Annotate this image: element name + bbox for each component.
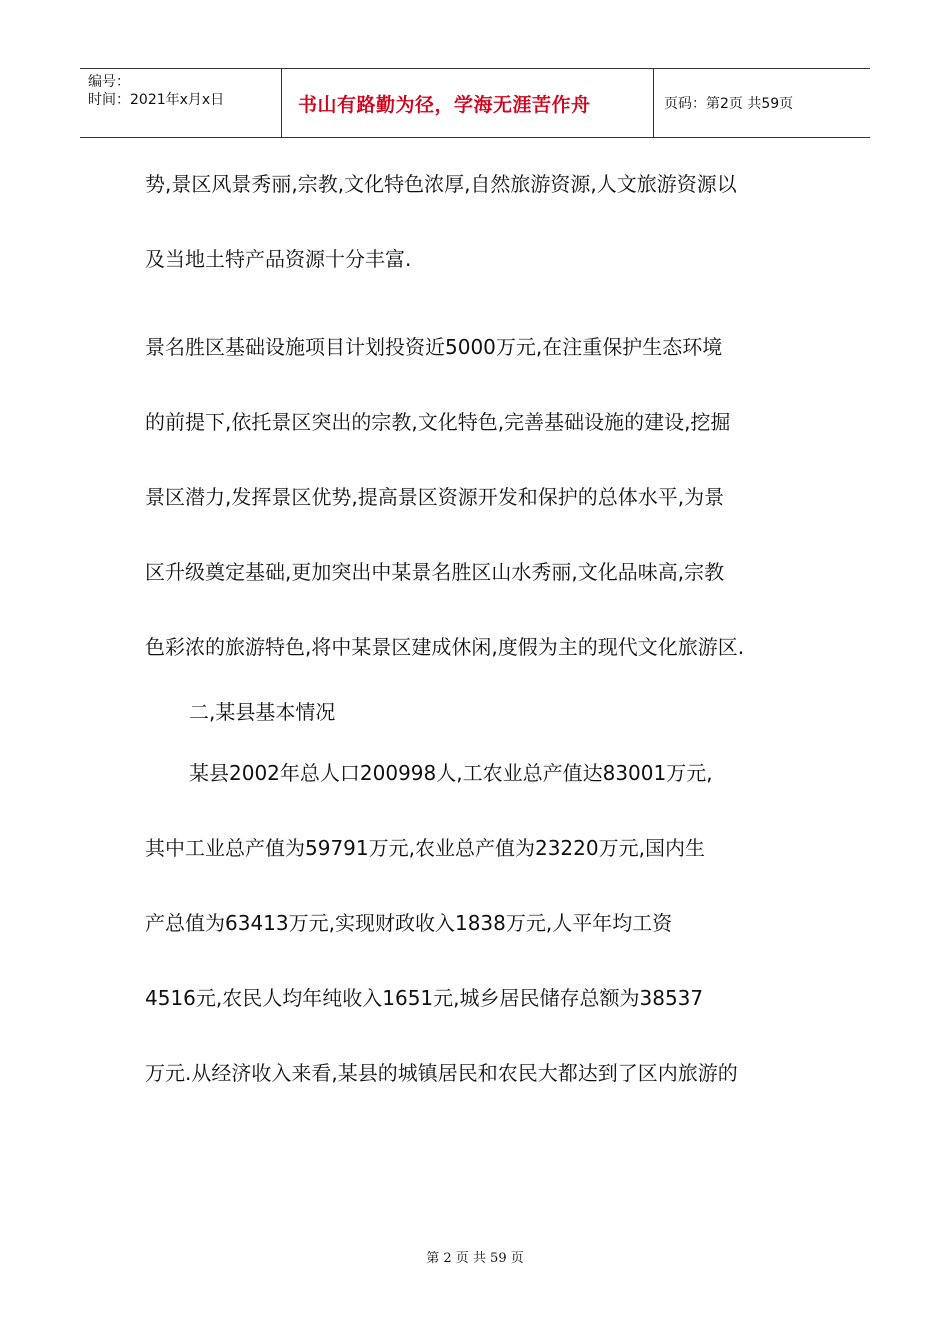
header-page-info: 页码：第2页 共59页 bbox=[664, 96, 794, 112]
body-line: 势,景区风景秀丽,宗教,文化特色浓厚,自然旅游资源,人文旅游资源以 bbox=[145, 172, 737, 196]
body-line: 色彩浓的旅游特色,将中某景区建成休闲,度假为主的现代文化旅游区. bbox=[145, 635, 745, 659]
document-header bbox=[80, 68, 870, 138]
body-line: 其中工业总产值为59791万元,农业总产值为23220万元,国内生 bbox=[145, 836, 705, 860]
body-line: 万元.从经济收入来看,某县的城镇居民和农民大都达到了区内旅游的 bbox=[145, 1061, 738, 1085]
body-line: 产总值为63413万元,实现财政收入1838万元,人平年均工资 bbox=[145, 911, 673, 935]
body-line: 的前提下,依托景区突出的宗教,文化特色,完善基础设施的建设,挖掘 bbox=[145, 410, 731, 434]
header-motto-cell bbox=[282, 69, 654, 137]
time-label: 时间：2021年x月x日 bbox=[88, 92, 225, 108]
page-footer: 第 2 页 共 59 页 bbox=[426, 1251, 524, 1266]
body-line: 区升级奠定基础,更加突出中某景名胜区山水秀丽,文化品味高,宗教 bbox=[145, 560, 725, 584]
number-label: 编号： bbox=[88, 74, 130, 90]
body-line: 景区潜力,发挥景区优势,提高景区资源开发和保护的总体水平,为景 bbox=[145, 485, 725, 509]
section-heading: 二,某县基本情况 bbox=[189, 700, 336, 724]
header-page-cell bbox=[654, 69, 870, 137]
body-line: 4516元,农民人均年纯收入1651元,城乡居民储存总额为38537 bbox=[145, 986, 704, 1010]
body-line: 及当地土特产品资源十分丰富. bbox=[145, 247, 412, 271]
body-line: 某县2002年总人口200998人,工农业总产值达83001万元, bbox=[189, 761, 713, 785]
header-meta-cell bbox=[80, 69, 282, 137]
header-motto: 书山有路勤为径，学海无涯苦作舟 bbox=[298, 93, 591, 116]
body-line: 景名胜区基础设施项目计划投资近5000万元,在注重保护生态环境 bbox=[145, 335, 723, 359]
